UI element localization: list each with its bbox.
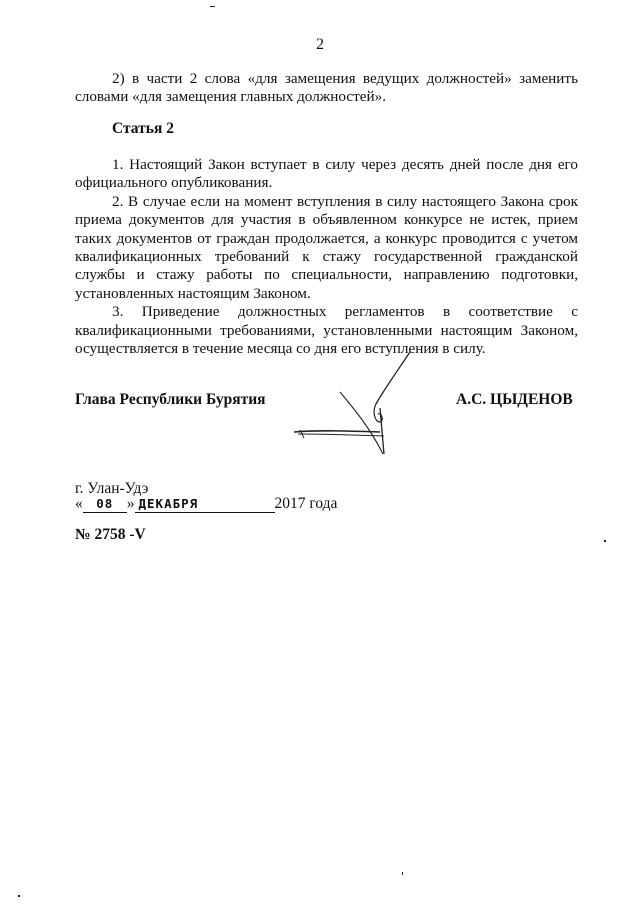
- article-paragraph-2: 2. В случае если на момент вступления в силу настоящего Закона срок приема документов для участия в объявленном конкурсе не истек, прием таких документов от граждан продолжается, а конкурс проводится с учетом квалификационных требований к стажу государственной гражданской службы и стажу работы по специальности, направлению подготовки, установленных настоящим Законом.: [75, 192, 578, 302]
- date-day: 08: [96, 496, 114, 511]
- date-month: ДЕКАБРЯ: [138, 496, 199, 511]
- scan-mark: [604, 540, 606, 542]
- article-body: [75, 156, 578, 358]
- article-paragraph-3: 3. Приведение должностных регламентов в соответствие с квалификационными требованиями, установленными настоящим Законом, осуществляется в течение месяца со дня его вступления в силу.: [75, 303, 578, 358]
- law-number: № 2758 -V: [75, 526, 146, 543]
- amendment-block: [75, 70, 578, 107]
- date-quote-close: »: [126, 495, 135, 512]
- scan-mark: [402, 872, 403, 875]
- date-line: [75, 495, 337, 513]
- page-number: 2: [316, 36, 324, 53]
- date-year: 2017 года: [274, 495, 338, 512]
- amendment-item-2: 2) в части 2 слова «для замещения ведущих должностей» заменить словами «для замещения главных должностей».: [75, 70, 578, 106]
- article-paragraph-1: 1. Настоящий Закон вступает в силу через десять дней после дня его официального опубликования.: [75, 156, 578, 192]
- date-quote-open: «: [75, 495, 83, 512]
- handwritten-signature: [280, 350, 430, 465]
- signatory-name: А.С. ЦЫДЕНОВ: [456, 391, 573, 408]
- signatory-position: Глава Республики Бурятия: [75, 391, 266, 408]
- scan-mark: [18, 895, 20, 897]
- city: г. Улан-Удэ: [75, 480, 149, 497]
- article-heading: Статья 2: [112, 120, 174, 137]
- scan-mark: [210, 6, 215, 7]
